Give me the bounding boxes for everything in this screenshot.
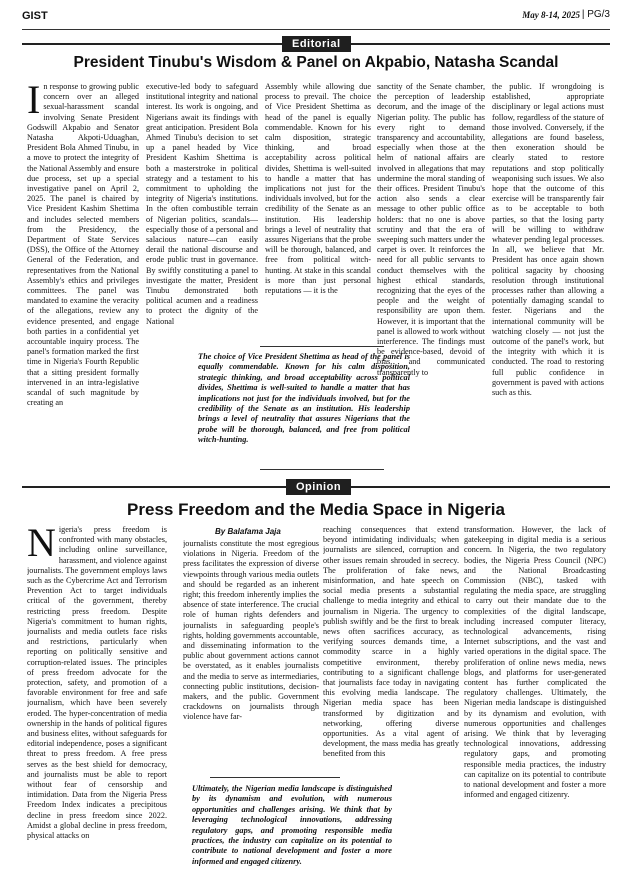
opinion-drop-cap: N bbox=[27, 525, 56, 565]
header-rule bbox=[22, 29, 610, 30]
editorial-column-3 bbox=[265, 82, 371, 342]
editorial-col5-text: the public. If wrongdoing is established, appropriate disciplinary or legal actions must follow, regardless of the stature of those involved. Conversely, if the allegations are found baseless, then exoneration should be clearly stated to restore reputations and stop politically weaponising such issues. We also hope that the outcome of this exercise will be transparently fair as to be acceptable to both parties, so that the losing party will be willing to withdraw whatever pending legal processes. In all, we believe that Mr. President has once again shown political sagacity by choosing resolution through institutional processes rather than allowing a potentially damaging scandal to fester. Nigerians and the international community will be watching closely — not just the outcome of the panel's work, but the integrity with which it is conducted. The road to restoring full public confidence in government is paved with actions such as this. bbox=[492, 82, 604, 398]
masthead: GIST bbox=[22, 10, 48, 22]
editorial-col2-text: executive-led body to safeguard institutional integrity and national interest. Its work is ongoing, and Nigerians await its findings with great anticipation. President Bola Ahmed Tinubu's decision to set up a panel headed by Vice President Kashim Shettima is both a masterstroke in political strategy and a testament to his commitment to upholding the integrity of Nigeria's institutions. In the often combustible terrain of Nigerian politics, scandals—especially those of a personal and salacious nature—can easily derail the national discourse and erode public trust in governance. By swiftly constituting a panel to investigate the matter, President Tinubu demonstrated both political acumen and a readiness to protect the dignity of the National bbox=[146, 82, 258, 326]
opinion-byline: By Balafama Jaja bbox=[215, 527, 281, 536]
editorial-col4-text: sanctity of the Senate chamber, the perception of leadership decorum, and the image of the Nigerian polity. The public has every right to demand transparency and accountability, especially when those at the helm of national affairs are involved in allegations that may undermine the moral standing of their offices. President Tinubu's action also sends a clear message to other public office holders: that no one is above scrutiny and that the era of sweeping such matters under the carpet is over. It reinforces the need for all public servants to conduct themselves with the highest ethical standards, recognizing that the eyes of the people and the weight of responsibility are upon them. However, it is important that the panel is allowed to work without interference. The findings must be evidence-based, devoid of bias, and communicated transparently to bbox=[377, 82, 485, 377]
editorial-col3-text: Assembly while allowing due process to prevail. The choice of Vice President Shettima as head of the panel is equally commendable. Known for his calm disposition, strategic thinking, and broad acceptability across political divides, Shettima is well-suited to handle a matter that has implications not just for the individuals involved, but for the credibility of the Senate as an institution. His leadership brings a level of neutrality that assures Nigerians that the probe will be thorough, balanced, and free from political witch-hunting. At stake in this scandal is more than just personal reputations — it is the bbox=[265, 82, 371, 296]
opinion-col3-text: reaching consequences that extend beyond intimidating individuals; when journalists are silenced, corruption and other issues remain shrouded in secrecy. The proliferation of fake news, misinformation, and hate speech on social media presents a substantial challenge to media integrity and ethical journalism in Nigeria. The urgency to publish swiftly and be the first to break news often sacrifices accuracy, as verifying sources demands time, a commodity scarce in a highly competitive environment, thereby contributing to a significant challenge that journalists face today in navigating this evolving media landscape. The Nigerian media space has been transformed by digitization and networking, offering diverse opportunities. As a vital agent of development, the mass media has greatly benefited from this bbox=[323, 525, 459, 759]
page-header bbox=[22, 8, 610, 28]
editorial-column-5 bbox=[492, 82, 604, 472]
opinion-pull-quote: Ultimately, the Nigerian media landscape is distinguished by its dynamism and evolution, with numerous opportunities and challenges arising. We think that by leveraging technological innovations, addressing regulatory gaps, and promoting responsible media practices, the industry can capitalize on its potential to contribute to national development and foster a more informed and engaged citizenry. bbox=[192, 784, 392, 866]
opinion-col4-text: transformation. However, the lack of gatekeeping in digital media is a serious concern. In Nigeria, the two regulatory bodies, the Nigeria Press Council (NPC) and the National Broadcasting Commission (NBC), tasked with regulating the media space, are struggling to carry out their mandate due to the complexities of the digital landscape, including increased computer literacy, technological advancements, rising Internet subscriptions, and the vast and varied operations in the digital space. The proliferation of online news media, news blogs, and platforms for user-generated content has further complicated the regulatory challenges. Ultimately, the Nigerian media landscape is distinguished by its dynamism and evolution, with numerous opportunities and challenges arising. We think that by leveraging technological innovations, addressing regulatory gaps, and promoting responsible media practices, the industry can capitalize on its potential to contribute to national development and foster a more informed and engaged citizenry. bbox=[464, 525, 606, 800]
opinion-section-label: Opinion bbox=[286, 479, 351, 495]
opinion-col2-text: journalists constitute the most egregious violations in Nigeria. Freedom of the press facilitates the expression of diverse viewpoints through various media outlets and should be regarded as an inherent right; this freedom inherently implies the absence of state interference. The crucial role of human rights defenders and journalists in safeguarding people's rights, holding governments accountable, and disseminating information to the public about government actions cannot be overstated, as it enables journalists and the media to serve as intermediaries, connecting public institutions, decision-makers, and the public. Government crackdowns on journalists through violence have far- bbox=[183, 539, 319, 722]
editorial-section-label: Editorial bbox=[282, 36, 351, 52]
issue-date: May 8-14, 2025 bbox=[522, 10, 580, 20]
opinion-headline: Press Freedom and the Media Space in Nigeria bbox=[127, 500, 505, 519]
editorial-column-1 bbox=[27, 82, 139, 472]
page-number: | PG/3 bbox=[581, 9, 610, 20]
editorial-pull-quote: The choice of Vice President Shettima as head of the panel is equally commendable. Known for his calm disposition, strategic thinking, and broad acceptability across political divides, Shettima is well-suited to handle a matter that has implications not just for the individuals involved, but for the credibility of the Senate as an institution. His leadership brings a level of neutrality that assures Nigerians that the probe will be thorough, balanced, and free from political witch-hunting. bbox=[198, 352, 410, 445]
editorial-headline: President Tinubu's Wisdom & Panel on Akpabio, Natasha Scandal bbox=[73, 54, 559, 71]
opinion-column-1 bbox=[27, 525, 167, 875]
opinion-column-2 bbox=[183, 539, 319, 777]
editorial-col1-text: n response to growing public concern over an alleged sexual-harassment scandal involving Senate President Godswill Akpabio and Senator Natasha Akpoti-Uduaghan, President Bola Ahmed Tinubu, in a move to protect the integrity of the National Assembly and ensure due process, set up a special investigative panel on April 2, 2025. The panel is chaired by Vice President Kashim Shettima and includes selected members from the Presidency, the Department of State Services (DSS), the Office of the Attorney General of the Federation, and representatives from the National Assembly's ethics and privileges committees. The panel was mandated to examine the veracity of the allegations, review any evidence presented, and engage both parties in a confidential yet accountable inquiry process. The panel's formation marked the first time in Nigeria's Fourth Republic that a sitting president formally intervened in an intra-legislative scandal of such magnitude by creating an bbox=[27, 82, 139, 408]
opinion-col1-text: igeria's press freedom is confronted with many obstacles, including online surveillance, harassment, and violence against journalists. The government employs laws such as the Cybercrime Act and Terrorism Prevention Act to target individuals critical of the government, thereby restricting press freedom. Despite Nigeria's commitment to human rights, journalists and media outlets face risks and restrictions, particularly when reporting on politically sensitive and corruption-related issues. The principles of press freedom advocate for the protection, safety, and promotion of a favorable environment for free and safe journalism, which have been severely eroded. The hyper-concentration of media ownership in the hands of political figures and business elites, without safeguards for editorial independence, poses a significant threat to press freedom. A free press serves as the best shield for democracy, and journalists must be able to report without fear of censorship and intimidation. Data from the Nigeria Press Freedom Index indicates a precipitous decline in press freedom since 2022. Amidst a global decline in press freedom, physical attacks on bbox=[27, 525, 167, 841]
opinion-column-4 bbox=[464, 525, 606, 880]
editorial-pull-rule-bottom bbox=[260, 469, 384, 470]
editorial-drop-cap: I bbox=[27, 82, 41, 122]
editorial-pull-rule-top bbox=[260, 346, 384, 347]
opinion-pull-rule-top bbox=[210, 777, 340, 778]
